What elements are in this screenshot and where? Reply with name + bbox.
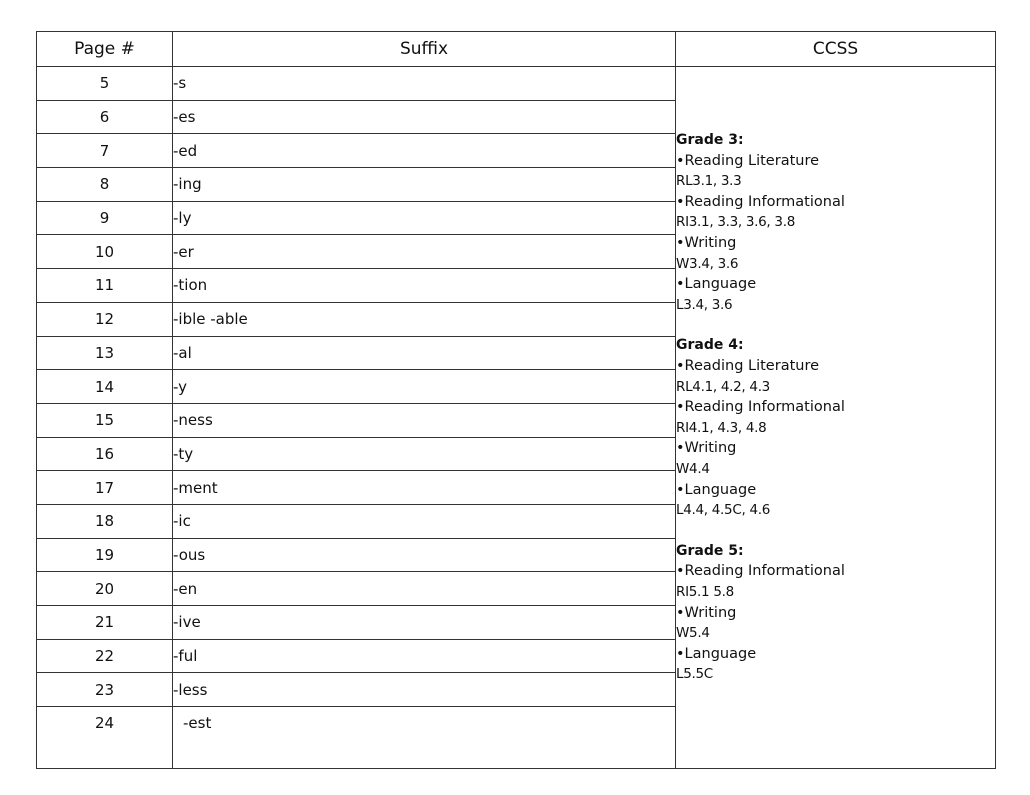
ccss-strand-label: •Writing [676, 235, 737, 252]
ccss-cell [676, 67, 996, 769]
ccss-strand-label: •Language [676, 481, 757, 498]
page-number-cell: 11 [37, 269, 173, 303]
page-number-cell: 23 [37, 673, 173, 707]
page-number-cell: 10 [37, 235, 173, 269]
page-number-cell: 21 [37, 606, 173, 640]
suffix-cell: -less [173, 673, 676, 707]
table-row [37, 67, 996, 101]
suffix-cell: -tion [173, 269, 676, 303]
suffix-cell: -ty [173, 437, 676, 471]
table-body [37, 67, 996, 769]
grade-title: Grade 3: [676, 132, 744, 149]
suffix-cell: -y [173, 370, 676, 404]
suffix-ccss-table [36, 31, 996, 769]
ccss-standards: L5.5C [676, 666, 713, 683]
suffix-cell: -ive [173, 606, 676, 640]
ccss-strand-label: •Reading Informational [676, 563, 845, 580]
page-number-cell: 8 [37, 168, 173, 202]
suffix-cell: -al [173, 336, 676, 370]
grade-block [676, 541, 995, 685]
ccss-standards: L3.4, 3.6 [676, 296, 733, 313]
ccss-standards: RI4.1, 4.3, 4.8 [676, 419, 767, 436]
grade-title: Grade 4: [676, 337, 744, 354]
ccss-strand-label: •Reading Literature [676, 152, 820, 169]
suffix-cell: -es [173, 100, 676, 134]
ccss-standards: RL4.1, 4.2, 4.3 [676, 378, 770, 395]
ccss-standards: RL3.1, 3.3 [676, 173, 742, 190]
table-header-row [37, 32, 996, 67]
suffix-cell: -est [173, 707, 676, 769]
suffix-cell: -ment [173, 471, 676, 505]
suffix-cell: -ic [173, 504, 676, 538]
suffix-cell: -ous [173, 538, 676, 572]
ccss-standards: W3.4, 3.6 [676, 255, 739, 272]
suffix-cell: -en [173, 572, 676, 606]
grade-title: Grade 5: [676, 542, 744, 559]
grade-block [676, 335, 995, 520]
ccss-strand-label: •Writing [676, 440, 737, 457]
ccss-standards: W5.4 [676, 625, 710, 642]
page-number-cell: 13 [37, 336, 173, 370]
grade-block [676, 130, 995, 315]
page-number-cell: 7 [37, 134, 173, 168]
page-number-cell: 24 [37, 707, 173, 769]
ccss-standards: RI3.1, 3.3, 3.6, 3.8 [676, 214, 795, 231]
ccss-standards: RI5.1 5.8 [676, 583, 734, 600]
header-suffix: Suffix [173, 32, 676, 67]
suffix-cell: -s [173, 67, 676, 101]
page-number-cell: 18 [37, 504, 173, 538]
ccss-standards: L4.4, 4.5C, 4.6 [676, 502, 771, 519]
ccss-strand-label: •Writing [676, 604, 737, 621]
suffix-cell: -ly [173, 201, 676, 235]
ccss-strand-label: •Reading Informational [676, 399, 845, 416]
ccss-strand-label: •Language [676, 276, 757, 293]
header-page: Page # [37, 32, 173, 67]
suffix-cell: -ness [173, 403, 676, 437]
page-number-cell: 19 [37, 538, 173, 572]
page-number-cell: 6 [37, 100, 173, 134]
page-number-cell: 9 [37, 201, 173, 235]
suffix-cell: -er [173, 235, 676, 269]
page-number-cell: 15 [37, 403, 173, 437]
ccss-strand-label: •Language [676, 645, 757, 662]
ccss-strand-label: •Reading Informational [676, 193, 845, 210]
ccss-strand-label: •Reading Literature [676, 358, 820, 375]
page-number-cell: 22 [37, 639, 173, 673]
ccss-standards: W4.4 [676, 461, 710, 478]
page-number-cell: 5 [37, 67, 173, 101]
suffix-cell: -ing [173, 168, 676, 202]
page-number-cell: 20 [37, 572, 173, 606]
header-ccss: CCSS [676, 32, 996, 67]
page-number-cell: 17 [37, 471, 173, 505]
page-number-cell: 14 [37, 370, 173, 404]
suffix-cell: -ed [173, 134, 676, 168]
suffix-cell: -ful [173, 639, 676, 673]
page-number-cell: 16 [37, 437, 173, 471]
suffix-cell: -ible -able [173, 302, 676, 336]
page-number-cell: 12 [37, 302, 173, 336]
